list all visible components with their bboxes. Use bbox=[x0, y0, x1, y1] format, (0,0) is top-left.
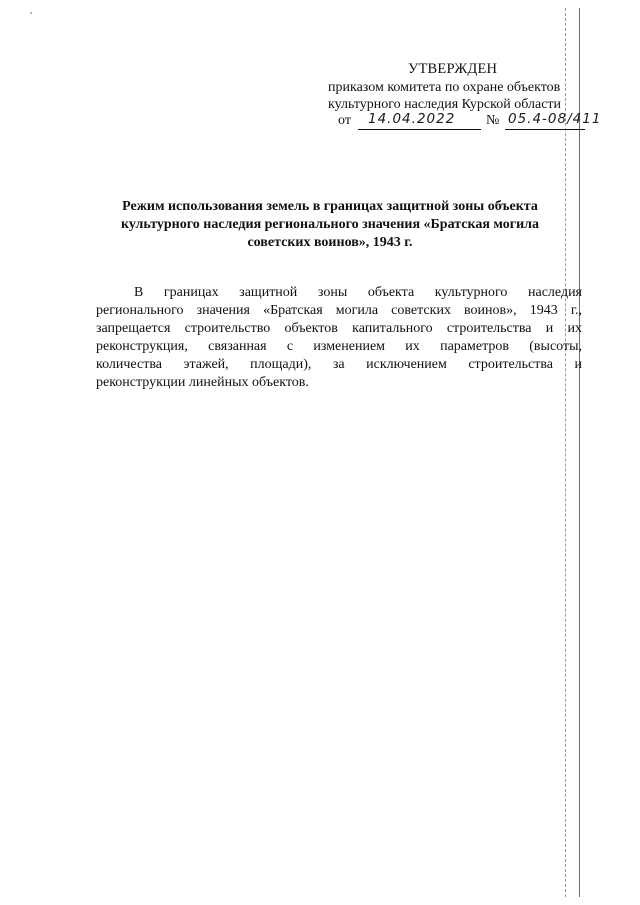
scan-edge-line bbox=[565, 8, 566, 897]
document-heading bbox=[100, 198, 560, 252]
approval-issuer-line-2: культурного наследия Курской области bbox=[328, 97, 562, 112]
body-line: реконструкции линейных объектов. bbox=[96, 375, 309, 390]
approval-issuer-line-1: приказом комитета по охране объектов bbox=[328, 80, 561, 95]
heading-line: советских воинов», 1943 г. bbox=[247, 235, 413, 250]
approval-title: УТВЕРЖДЕН bbox=[408, 61, 498, 77]
heading-line: культурного наследия регионального значения «Братская могила bbox=[120, 217, 540, 232]
scan-speck bbox=[30, 12, 32, 14]
scan-edge-line bbox=[579, 8, 580, 897]
handwritten-date: 14.04.2022 bbox=[368, 111, 456, 127]
date-label: от bbox=[338, 113, 351, 128]
date-underline bbox=[358, 129, 481, 130]
body-line: запрещается строительство объектов капитального строительства и их bbox=[96, 321, 582, 336]
approval-date-number-row bbox=[338, 111, 602, 135]
body-paragraph bbox=[96, 284, 582, 392]
body-line: В границах защитной зоны объекта культурного наследия bbox=[134, 285, 582, 300]
body-line: количества этажей, площади), за исключением строительства и bbox=[96, 357, 582, 372]
heading-line: Режим использования земель в границах защитной зоны объекта bbox=[122, 199, 538, 214]
body-line: регионального значения «Братская могила советских воинов», 1943 г., bbox=[96, 303, 582, 318]
handwritten-number: 05.4-08/411 bbox=[508, 111, 602, 127]
number-label: № bbox=[486, 113, 500, 128]
number-underline bbox=[505, 129, 585, 130]
body-line: реконструкция, связанная с изменением их параметров (высоты, bbox=[96, 339, 582, 354]
